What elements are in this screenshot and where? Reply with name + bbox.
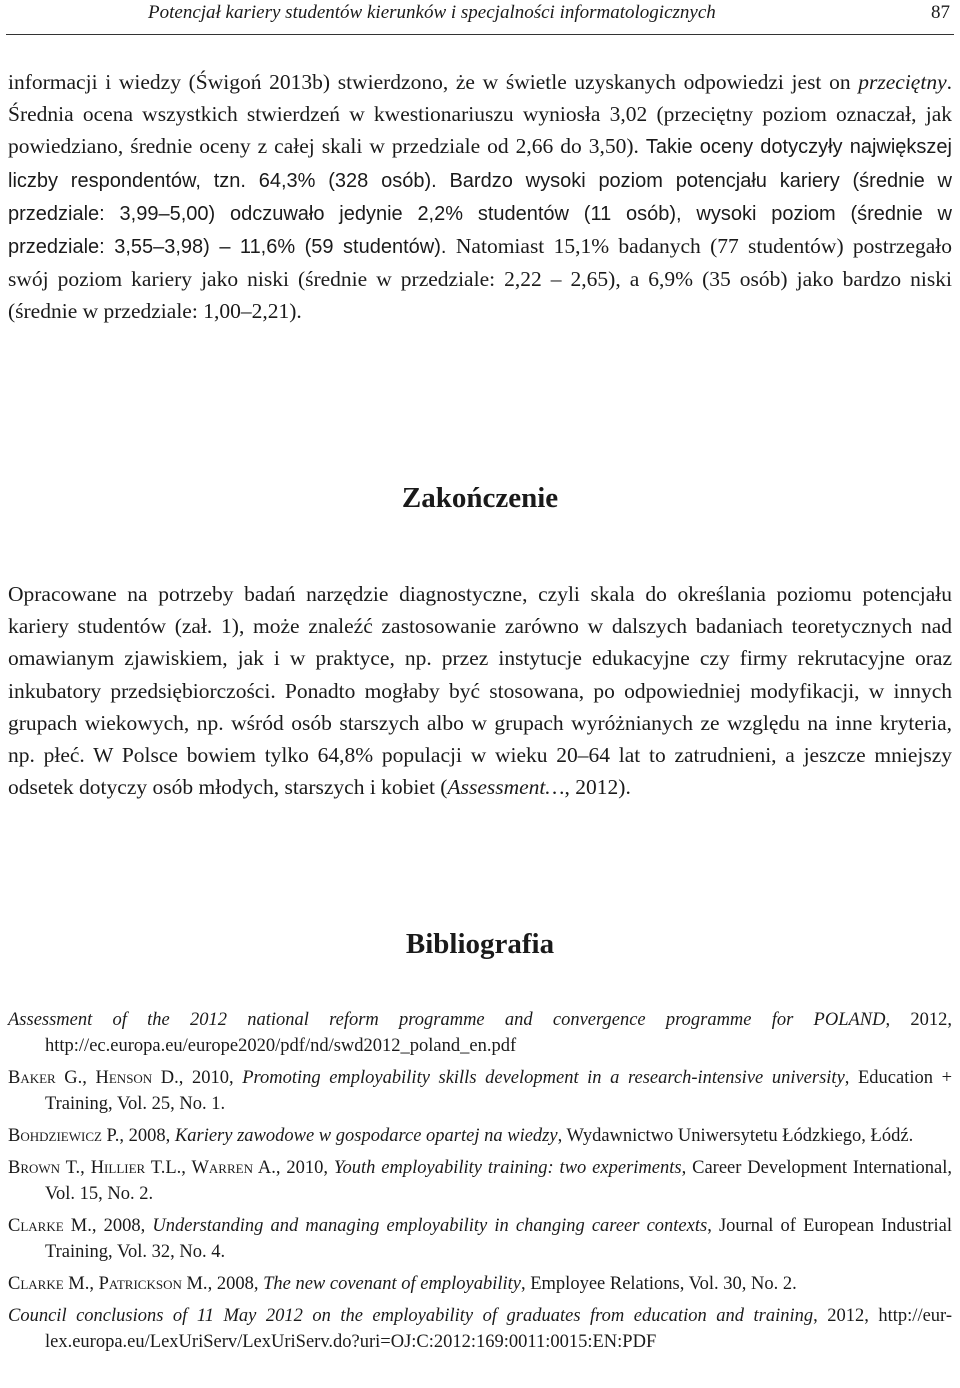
bib-title: Kariery zawodowe w gospodarce opartej na wiedzy	[174, 1126, 558, 1146]
bib-title: Assessment of the 2012 national reform programme and convergence programme for POLAND	[8, 1010, 886, 1030]
conclusion-text: Opracowane na potrzeby badań narzędzie diagnostyczne, czyli skala do określania poziomu potencjału kariery studentów (zał. 1), może znaleźć zastosowanie zarówno w dalszych badaniach teoretycznych nad omawianym zjawiskiem, jak i w praktyce, np. przez instytucje edukacyjne czy firmy rekrutacyjne oraz inkubatory przedsiębiorczości. Ponadto mogłaby być stosowana, po odpowiedniej modyfikacji, w innych grupach wiekowych, np. wśród osób starszych albo w grupach wyróżnianych ze względu na inne kryteria, np. płeć. W Polsce bowiem tylko 64,8% populacji w wieku 20–64 lat to zatrudnieni, a jeszcze mniejszy odsetek dotyczy osób młodych, starszych i kobiet (	[8, 582, 952, 800]
conclusion-heading: Zakończenie	[401, 482, 559, 514]
results-paragraph	[8, 66, 952, 328]
bib-details: , 2012, http://ec.europa.eu/europe2020/pdf/nd/swd2012_poland_en.pdf	[45, 1010, 952, 1056]
bib-year: , 2008,	[119, 1126, 175, 1146]
bib-entry	[8, 1065, 952, 1117]
bib-year: , 2010,	[178, 1068, 243, 1088]
bib-title: Council conclusions of 11 May 2012 on the employability of graduates from education and training	[8, 1306, 814, 1326]
results-sentence-2: . Średnia ocena wszystkich stwierdzeń w kwestionariuszu wyniosła 3,02 (przeciętny poziom oznaczał, jak powiedziano, średnie oceny z całej skali w przedziale od 2,66 do 3,50).	[8, 70, 952, 159]
conclusion-text-end: , 2012).	[564, 775, 631, 800]
bib-entry	[8, 1007, 952, 1059]
bib-title: Understanding and managing employability in changing career contexts	[152, 1216, 708, 1236]
bib-details: , 2012, http://eur-lex.europa.eu/LexUriServ/LexUriServ.do?uri=OJ:C:2012:169:0011:0015:EN:PDF	[45, 1306, 952, 1352]
bib-year: , 2008,	[91, 1216, 153, 1236]
results-emphasis: przeciętny	[858, 70, 947, 94]
page-number: 87	[931, 2, 950, 23]
bib-title: The new covenant of employability	[263, 1274, 521, 1294]
running-header	[6, 0, 954, 35]
bib-authors: Baker G., Henson D.	[8, 1068, 179, 1088]
bibliography-heading: Bibliografia	[405, 928, 555, 960]
bib-title: Promoting employability skills development in a research-intensive university	[242, 1068, 845, 1088]
running-title: Potencjał kariery studentów kierunków i specjalności informatologicznych	[148, 2, 716, 23]
bib-year: , 2010,	[275, 1158, 334, 1178]
bib-authors: Clarke M.	[8, 1216, 92, 1236]
bib-details: , Journal of European Industrial Training, Vol. 32, No. 4.	[45, 1216, 952, 1262]
conclusion-citation: Assessment…	[447, 775, 565, 800]
bib-year: , 2008,	[207, 1274, 264, 1294]
bib-entry	[8, 1303, 952, 1355]
bib-details: , Employee Relations, Vol. 30, No. 2.	[520, 1274, 797, 1294]
bib-entry	[8, 1271, 952, 1297]
conclusion-paragraph	[8, 578, 952, 803]
bib-authors: Bohdziewicz P.	[8, 1126, 120, 1146]
bib-details: , Wydawnictwo Uniwersytetu Łódzkiego, Łódź.	[557, 1126, 914, 1146]
results-sentence-4: Natomiast 15,1% badanych (77 studentów) postrzegało swój poziom kariery jako niski (średnie w przedziale: 2,22 – 2,65), a 6,9% (35 osób) jako bardzo niski (średnie w przedziale: 1,00–2,21).	[8, 234, 953, 324]
bib-authors: Brown T., Hillier T.L., Warren A.	[8, 1158, 276, 1178]
bibliography-list	[8, 1007, 952, 1361]
results-sentence-3: Takie oceny dotyczyły największej liczby respondentów, tzn. 64,3% (328 osób). Bardzo wysoki poziom potencjału kariery (średnie w przedziale: 3,99–5,00) odczuwało jedynie 2,2% studentów (11 osób), wysoki poziom (średnie w przedziale: 3,55–3,98) – 11,6% (59 studentów).	[8, 136, 952, 259]
results-sentence-1: informacji i wiedzy (Świgoń 2013b) stwierdzono, że w świetle uzyskanych odpowiedzi jest on	[8, 70, 859, 94]
bib-entry	[8, 1213, 952, 1265]
bib-entry	[8, 1123, 952, 1149]
bib-authors: Clarke M., Patrickson M.	[8, 1274, 208, 1294]
bib-details: , Career Development International, Vol. 15, No. 2.	[45, 1158, 952, 1204]
bib-title: Youth employability training: two experiments	[333, 1158, 682, 1178]
bib-entry	[8, 1155, 952, 1207]
bib-details: , Education + Training, Vol. 25, No. 1.	[45, 1068, 953, 1114]
